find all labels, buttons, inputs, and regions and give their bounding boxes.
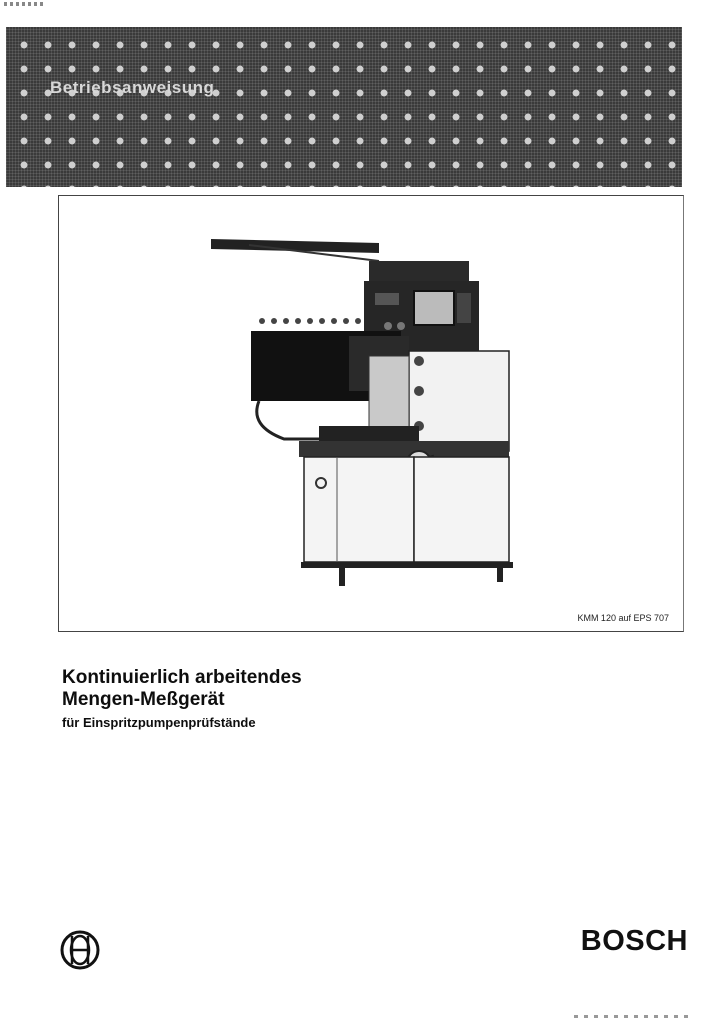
test-bench-machine-photo [189, 231, 559, 591]
photo-caption: KMM 120 auf EPS 707 [577, 613, 669, 623]
bosch-armature-logo-icon [60, 930, 100, 970]
document-title [62, 667, 302, 730]
product-photo-frame [58, 195, 684, 632]
header-band [6, 27, 682, 187]
header-label: Betriebsanweisung [50, 78, 215, 97]
title-line-2: Mengen-Meßgerät [62, 689, 225, 710]
scan-artifact [4, 2, 44, 6]
bosch-wordmark: BOSCH [580, 925, 688, 957]
document-subtitle: für Einspritzpumpenprüfstände [62, 715, 256, 730]
title-line-1: Kontinuierlich arbeitendes [62, 667, 302, 688]
scan-artifact [574, 1015, 694, 1018]
